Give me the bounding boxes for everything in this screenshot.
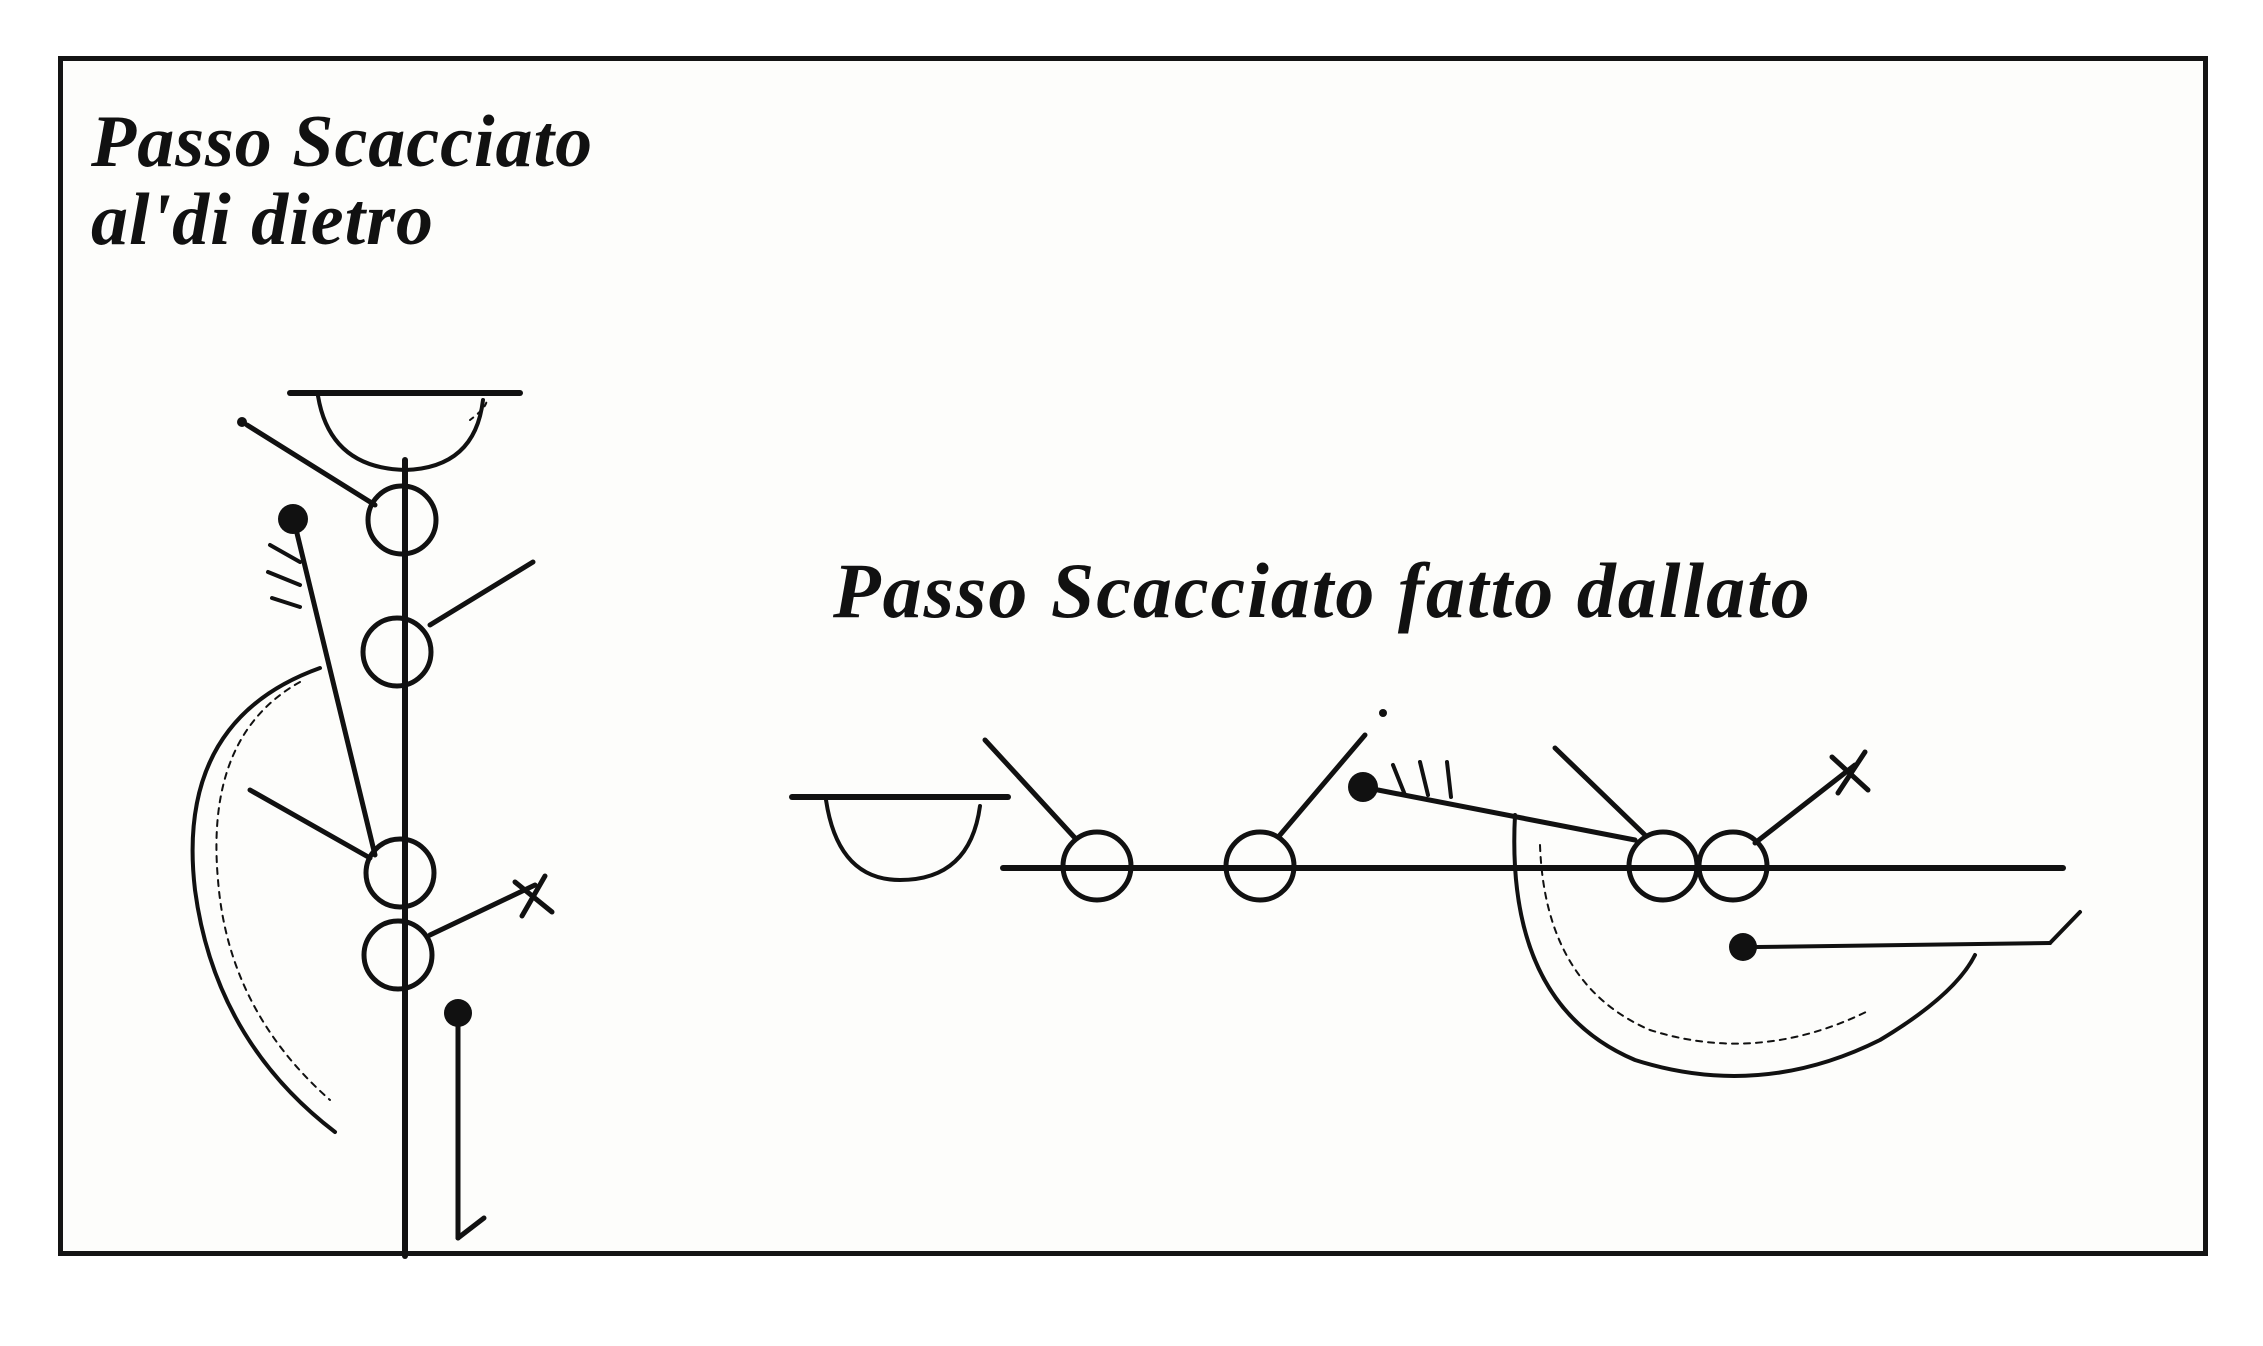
- sweep-arc-inner: [216, 682, 330, 1100]
- title-line-1: Passo Scacciato: [91, 101, 594, 183]
- dot-small-right: [1379, 709, 1387, 717]
- sweep-arc-outer: [193, 668, 335, 1132]
- figure-vertical-step: [193, 393, 552, 1256]
- title-passo-scacciato-lato: Passo Scacciato fatto dallato: [833, 547, 1812, 634]
- stroke-4: [430, 885, 535, 935]
- title-line-2: al'di dietro: [91, 179, 434, 261]
- stroke-3: [250, 790, 370, 858]
- foot-position-circle-4: [364, 921, 432, 989]
- stroke-2: [430, 562, 533, 625]
- stroke-1: [247, 425, 375, 505]
- lower-horizontal-stick: [1757, 943, 2050, 947]
- lower-horizontal-stick-end: [2050, 912, 2080, 943]
- stroke-7: [1555, 748, 1645, 835]
- filled-dot-4: [1729, 933, 1757, 961]
- filled-dot-1: [278, 504, 308, 534]
- slanted-stroke: [1378, 790, 1635, 840]
- figure-horizontal-step: [792, 709, 2080, 1076]
- heel-arc-left: [826, 800, 980, 880]
- foot-position-circle-2: [363, 618, 431, 686]
- diagonal-stroke: [295, 525, 375, 855]
- filled-dot-3: [1348, 772, 1378, 802]
- stroke-8: [1755, 765, 1855, 843]
- lower-stick-foot: [458, 1218, 484, 1238]
- cross-mark-b: [522, 876, 545, 916]
- stroke-5: [985, 740, 1075, 838]
- foot-position-circle-3: [366, 839, 434, 907]
- dot-small-top: [237, 417, 247, 427]
- heel-arc-top: [318, 396, 483, 470]
- hatch-marks-2: [1393, 762, 1451, 797]
- hatch-marks-1: [268, 545, 300, 607]
